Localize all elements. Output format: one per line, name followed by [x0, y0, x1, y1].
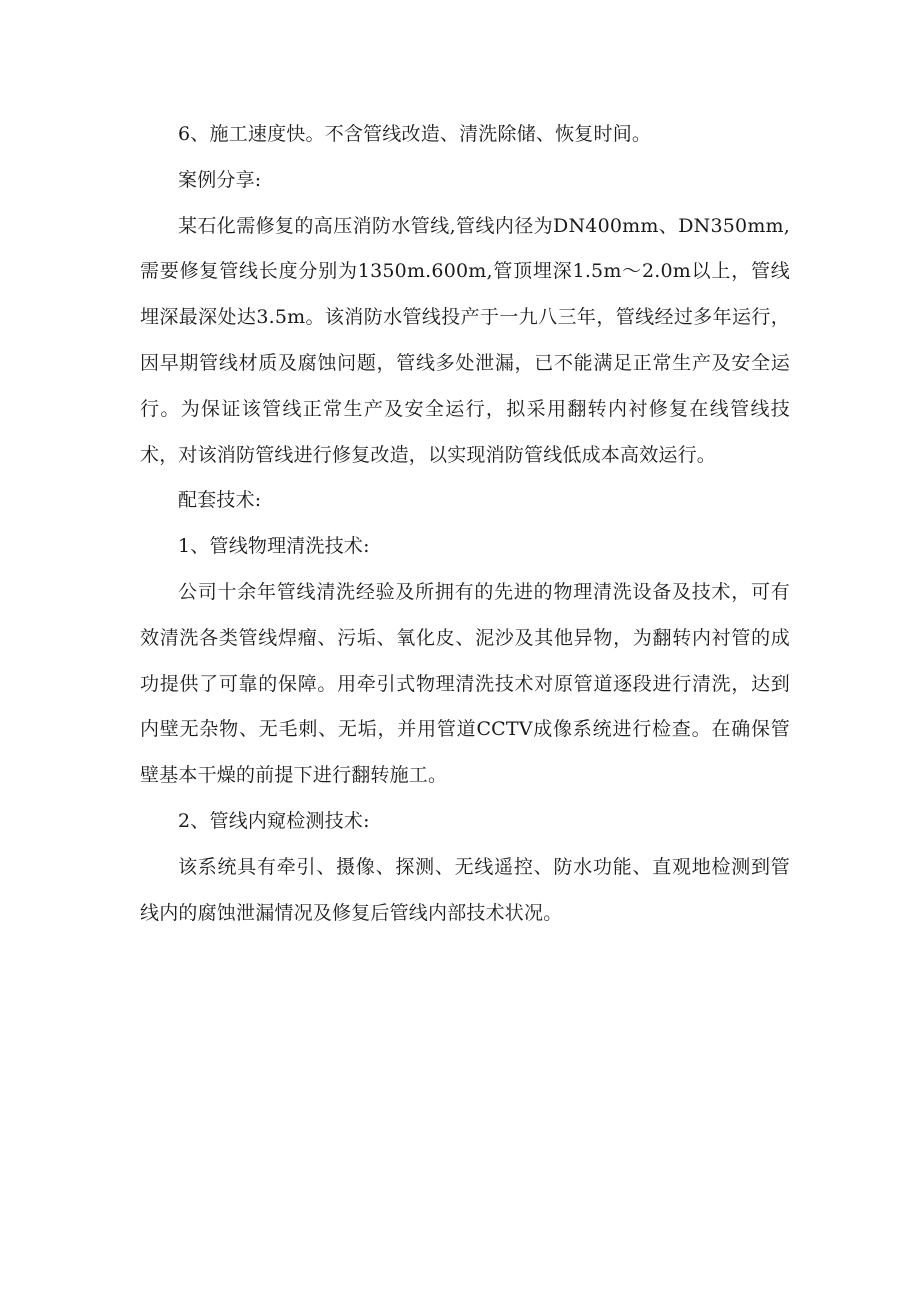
- paragraph-endoscopic-inspection: 该系统具有牵引、摄像、探测、无线遥控、防水功能、直观地检测到管线内的腐蚀泄漏情况及修复后管线内部技术状况。: [140, 855, 790, 924]
- heading-physical-cleaning: 1、管线物理清洗技术:: [178, 535, 370, 558]
- heading-supporting-technology: 配套技术:: [178, 489, 262, 512]
- heading-endoscopic-inspection: 2、管线内窥检测技术:: [178, 809, 370, 832]
- paragraph-case-description: 某石化需修复的高压消防水管线,管线内径为DN400mm、DN350mm,需要修复管线长度分别为1350m.600m,管顶埋深1.5m～2.0m以上，管线埋深最深处达3.5m。该消防水管线投产于一九八三年，管线经过多年运行，因早期管线材质及腐蚀问题，管线多处泄漏，已不能满足正常生产及安全运行。为保证该管线正常生产及安全运行，拟采用翻转内衬修复在线管线技术，对该消防管线进行修复改造，以实现消防管线低成本高效运行。: [140, 214, 790, 466]
- paragraph-physical-cleaning: 公司十余年管线清洗经验及所拥有的先进的物理清洗设备及技术，可有效清洗各类管线焊瘤、污垢、氧化皮、泥沙及其他异物，为翻转内衬管的成功提供了可靠的保障。用牵引式物理清洗技术对原管道逐段进行清洗，达到内壁无杂物、无毛刺、无垢，并用管道CCTV成像系统进行检查。在确保管壁基本干燥的前提下进行翻转施工。: [140, 580, 790, 787]
- document-body: [140, 112, 790, 936]
- heading-case-sharing: 案例分享:: [178, 168, 262, 191]
- paragraph-construction-speed: 6、施工速度快。不含管线改造、清洗除储、恢复时间。: [178, 123, 652, 145]
